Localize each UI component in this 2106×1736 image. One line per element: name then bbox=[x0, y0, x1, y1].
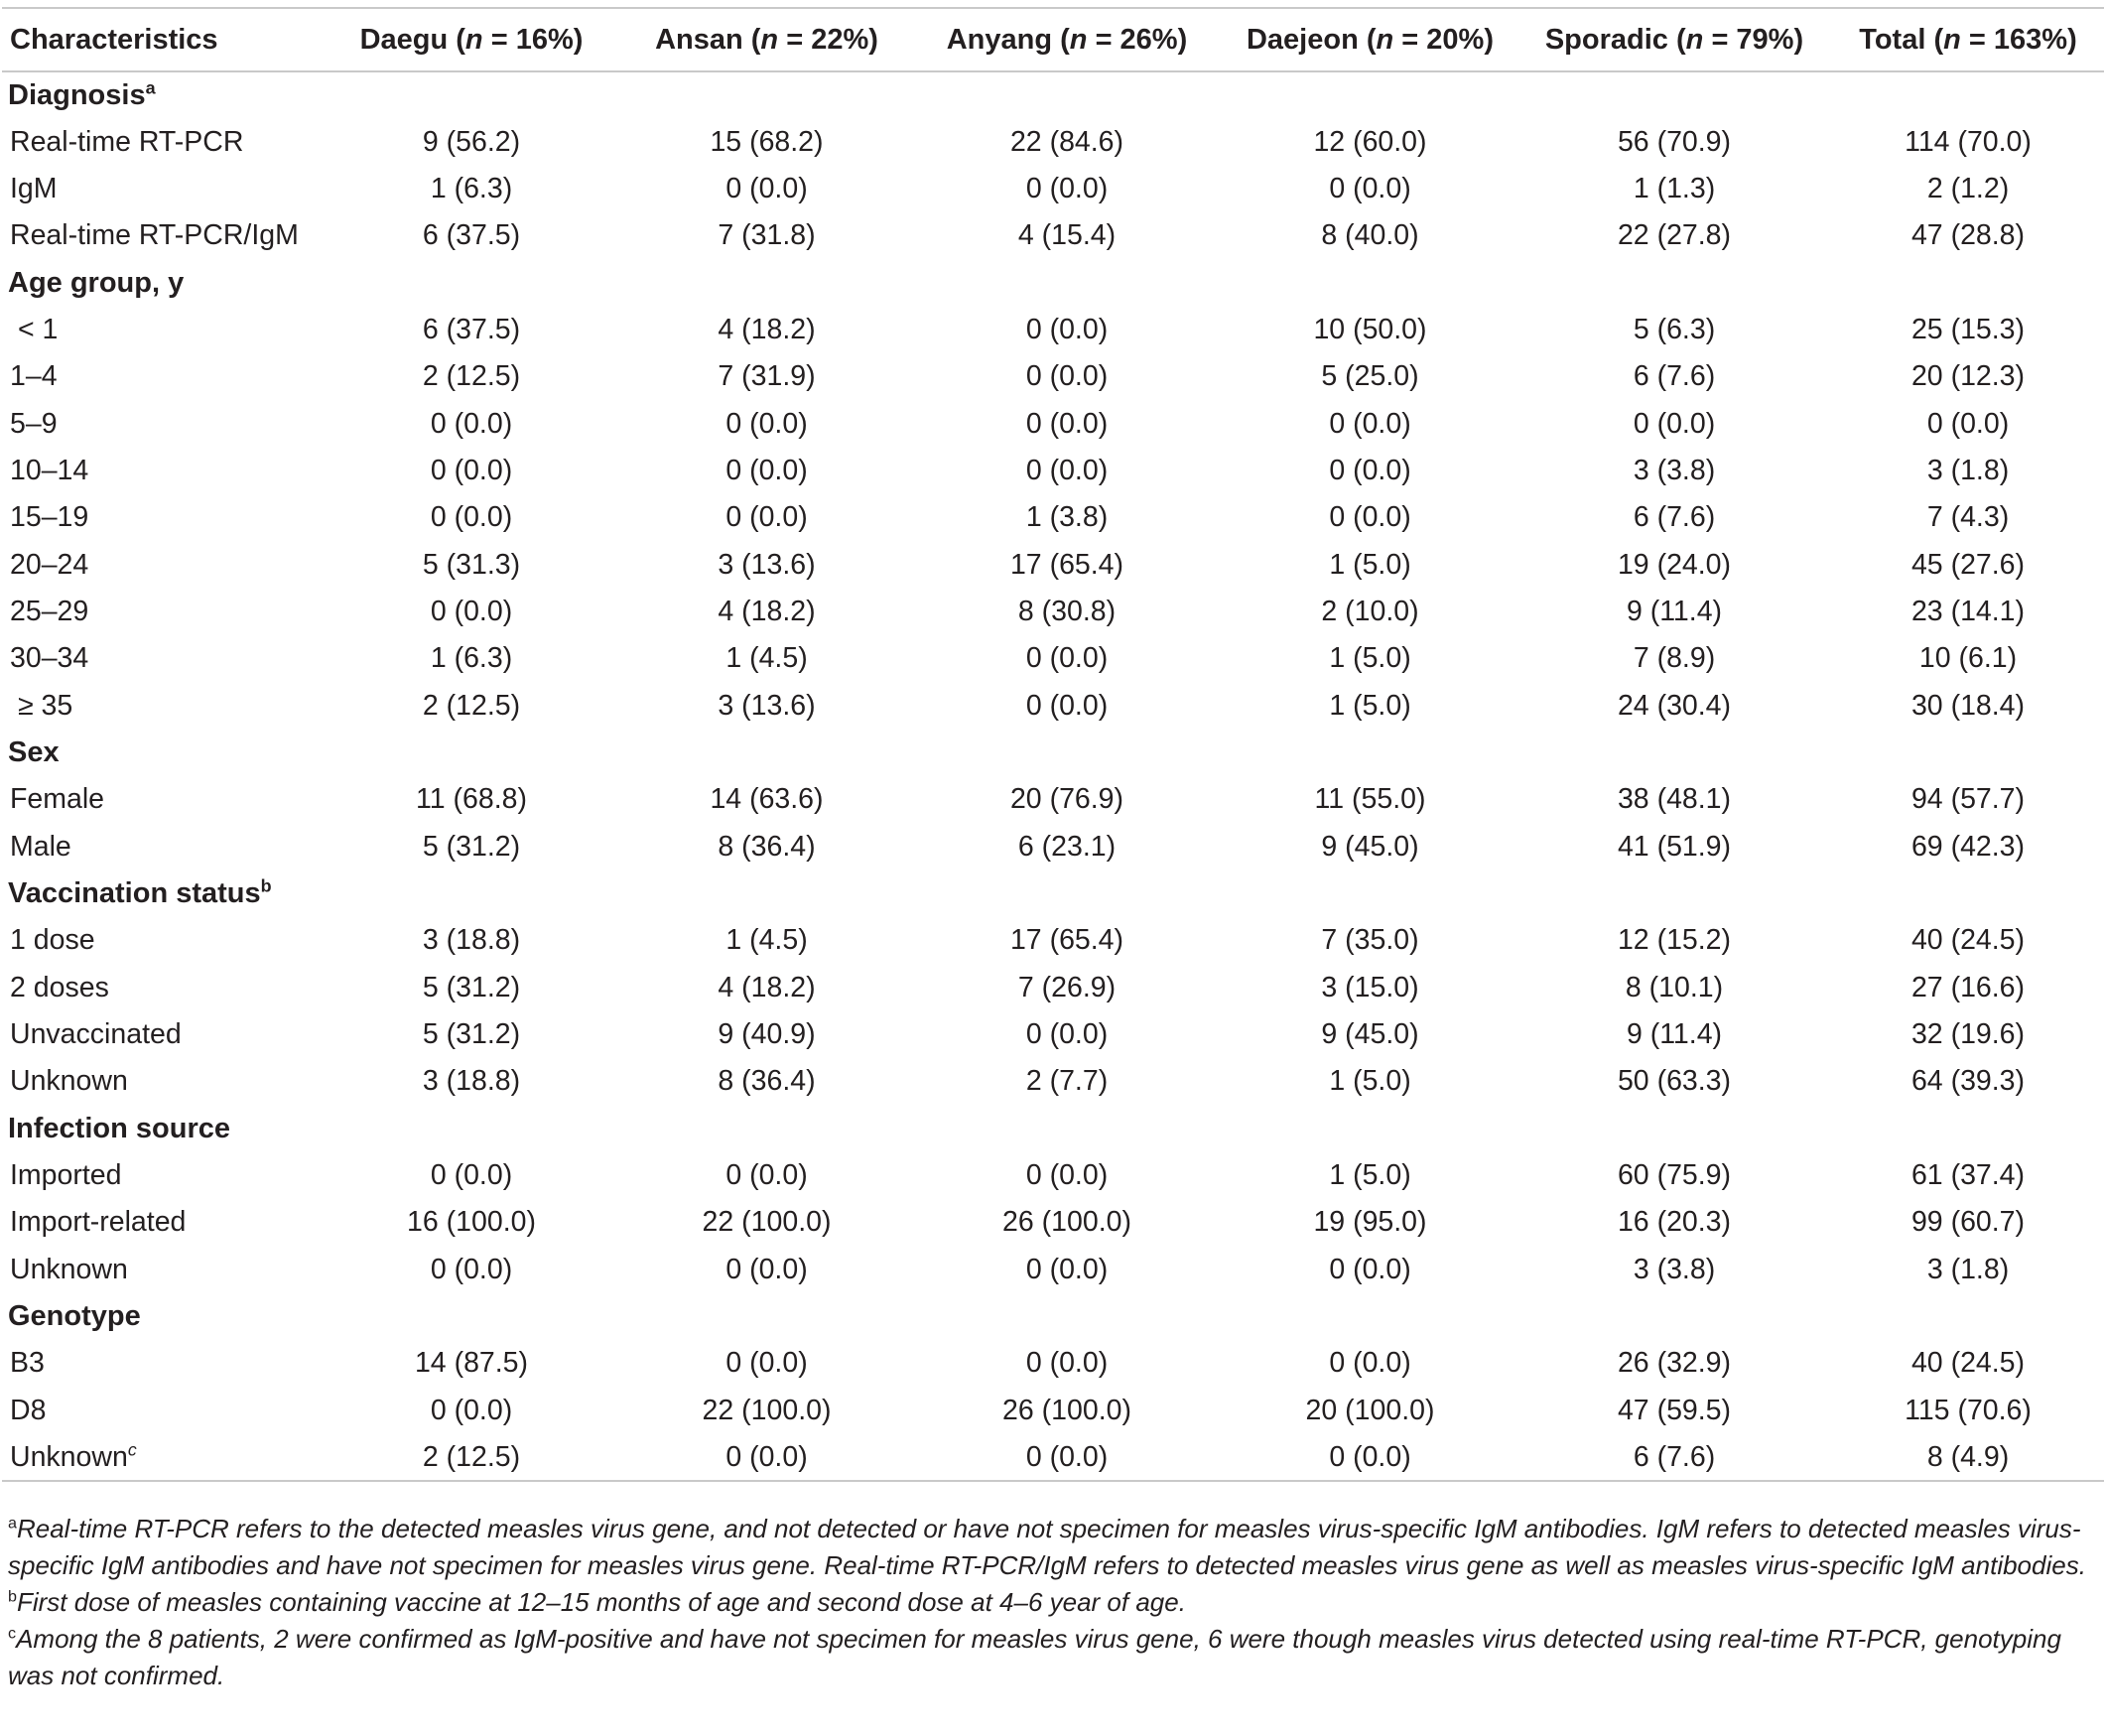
table-cell: 0 (0.0) bbox=[725, 454, 808, 486]
row-label bbox=[2, 917, 320, 964]
table-cell: 114 (70.0) bbox=[1905, 125, 2032, 158]
table-cell: 19 (95.0) bbox=[1313, 1206, 1427, 1239]
table-cell: 0 (0.0) bbox=[1025, 360, 1109, 393]
table-cell: 3 (18.8) bbox=[422, 924, 521, 957]
section-header-row bbox=[2, 259, 2104, 306]
table-row bbox=[2, 1434, 2104, 1481]
table-cell: 14 (63.6) bbox=[710, 783, 824, 816]
row-label-text: < 1 bbox=[18, 313, 59, 345]
table-cell: 0 (0.0) bbox=[1025, 313, 1109, 345]
table-cell: 9 (56.2) bbox=[422, 125, 521, 158]
table-cell: 1 (6.3) bbox=[430, 172, 513, 204]
header-sporadic: Sporadic (n = 79%) bbox=[1516, 8, 1832, 71]
table-cell: 5 (31.2) bbox=[422, 971, 521, 1003]
header-characteristics: Characteristics bbox=[2, 8, 320, 71]
section-title bbox=[2, 259, 2104, 306]
table-cell: 22 (84.6) bbox=[1009, 125, 1124, 158]
table-row bbox=[2, 307, 2104, 353]
table-row bbox=[2, 1388, 2104, 1434]
table-cell: 0 (0.0) bbox=[1633, 407, 1716, 440]
table-cell: 4 (18.2) bbox=[718, 971, 816, 1003]
row-label bbox=[2, 635, 320, 682]
table-cell: 60 (75.9) bbox=[1617, 1159, 1732, 1192]
table-cell: 23 (14.1) bbox=[1910, 595, 2026, 627]
table-body bbox=[2, 71, 2104, 1481]
table-cell: 7 (8.9) bbox=[1633, 642, 1716, 675]
row-label-text: Male bbox=[10, 830, 71, 863]
table-cell: 38 (48.1) bbox=[1617, 783, 1732, 816]
row-label-text: Unknown bbox=[10, 1065, 128, 1098]
table-cell: 1 (4.5) bbox=[725, 924, 808, 957]
section-header-row bbox=[2, 730, 2104, 776]
row-label bbox=[2, 448, 320, 494]
table-cell: 2 (7.7) bbox=[1025, 1065, 1109, 1098]
table-cell: 115 (70.6) bbox=[1905, 1394, 2032, 1426]
footnotes bbox=[8, 1511, 2098, 1694]
table-cell: 11 (55.0) bbox=[1314, 783, 1426, 816]
table-cell: 9 (11.4) bbox=[1626, 1018, 1723, 1051]
row-label bbox=[2, 824, 320, 870]
table-cell: 0 (0.0) bbox=[1025, 689, 1109, 722]
table-cell: 0 (0.0) bbox=[430, 1394, 513, 1426]
section-title-text: Diagnosis bbox=[8, 78, 146, 111]
header-name: Total bbox=[1859, 23, 1926, 56]
footnote-mark: b bbox=[260, 875, 272, 896]
section-title-text: Age group, y bbox=[8, 266, 185, 299]
table-cell: 0 (0.0) bbox=[430, 595, 513, 627]
table-cell: 8 (36.4) bbox=[718, 1065, 816, 1098]
table-cell: 0 (0.0) bbox=[1329, 454, 1411, 486]
table-cell: 0 (0.0) bbox=[725, 172, 808, 204]
table-cell: 0 (0.0) bbox=[1329, 172, 1411, 204]
header-name: Sporadic bbox=[1544, 23, 1668, 56]
row-label-text: B3 bbox=[10, 1347, 45, 1380]
table-cell: 64 (39.3) bbox=[1910, 1065, 2026, 1098]
table-cell: 22 (27.8) bbox=[1617, 219, 1732, 252]
table-row bbox=[2, 1011, 2104, 1058]
table-row bbox=[2, 212, 2104, 259]
table-cell: 14 (87.5) bbox=[414, 1347, 529, 1380]
table-cell: 0 (0.0) bbox=[910, 1434, 1224, 1481]
table-cell: 17 (65.4) bbox=[1009, 548, 1124, 581]
row-label bbox=[2, 400, 320, 447]
row-label bbox=[2, 212, 320, 259]
row-label bbox=[2, 1247, 320, 1293]
header-name: Ansan bbox=[655, 23, 743, 56]
header-n-label: n bbox=[1376, 23, 1394, 56]
table-cell: 2 (12.5) bbox=[422, 360, 521, 393]
row-label-text: 15–19 bbox=[10, 501, 89, 534]
header-n-label: n bbox=[1685, 23, 1704, 56]
table-cell: 0 (0.0) bbox=[1025, 642, 1109, 675]
footnote bbox=[8, 1584, 2098, 1621]
table-cell: 10 (50.0) bbox=[1313, 313, 1427, 345]
header-name: Daegu bbox=[359, 23, 449, 56]
table-cell: 9 (45.0) bbox=[1321, 830, 1419, 863]
table-cell: 3 (3.8) bbox=[1633, 454, 1716, 486]
header-n-value: = 20% bbox=[1401, 23, 1485, 56]
row-label bbox=[2, 589, 320, 635]
table-cell: 94 (57.7) bbox=[1910, 783, 2026, 816]
table-row bbox=[2, 917, 2104, 964]
table-cell: 0 (0.0) bbox=[1025, 1159, 1109, 1192]
section-title-text: Infection source bbox=[8, 1112, 230, 1144]
footnote-mark: b bbox=[8, 1587, 17, 1606]
table-cell: 22 (100.0) bbox=[702, 1394, 832, 1426]
table-cell: 0 (0.0) bbox=[1329, 501, 1411, 534]
row-label bbox=[2, 1434, 320, 1481]
table-cell: 45 (27.6) bbox=[1910, 548, 2026, 581]
row-label bbox=[2, 494, 320, 541]
table-row bbox=[2, 118, 2104, 165]
row-label-text: 2 doses bbox=[10, 971, 109, 1003]
table-cell: 7 (4.3) bbox=[1926, 501, 2010, 534]
table-cell: 3 (13.6) bbox=[718, 689, 816, 722]
header-n-label: n bbox=[760, 23, 779, 56]
table-cell: 8 (30.8) bbox=[1017, 595, 1117, 627]
table-cell: 56 (70.9) bbox=[1617, 125, 1732, 158]
row-label-text: IgM bbox=[10, 172, 58, 204]
row-label-text: Import-related bbox=[10, 1206, 187, 1239]
table-row bbox=[2, 448, 2104, 494]
header-row bbox=[2, 8, 2104, 71]
table-cell: 7 (31.9) bbox=[718, 360, 816, 393]
table-row bbox=[2, 353, 2104, 400]
table-cell: 40 (24.5) bbox=[1910, 1347, 2026, 1380]
table-row bbox=[2, 589, 2104, 635]
table-cell: 0 (0.0) bbox=[1025, 407, 1109, 440]
table-cell: 12 (15.2) bbox=[1617, 924, 1732, 957]
table-cell: 1 (5.0) bbox=[1329, 642, 1411, 675]
header-name: Anyang bbox=[946, 23, 1053, 56]
table-cell: 7 (31.8) bbox=[718, 219, 816, 252]
table-cell: 0 (0.0) bbox=[725, 407, 808, 440]
row-label-text: ≥ 35 bbox=[18, 689, 73, 722]
table-cell: 1 (4.5) bbox=[725, 642, 808, 675]
table-row bbox=[2, 166, 2104, 212]
table-cell: 5 (31.2) bbox=[422, 1018, 521, 1051]
footnote-text: Real-time RT-PCR refers to the detected measles virus gene, and not detected or have not specimen for measles virus-specific IgM antibodies. IgM refers to detected measles virus-specific IgM antibodies and have not specimen for measles virus gene. Real-time RT-PCR/IgM refers to detected measles virus gene as well as measles virus-specific IgM antibodies. bbox=[8, 1514, 2086, 1580]
row-label bbox=[2, 307, 320, 353]
row-label-text: Female bbox=[10, 783, 105, 816]
table-cell: 25 (15.3) bbox=[1910, 313, 2026, 345]
table-cell: 8 (36.4) bbox=[718, 830, 816, 863]
row-label bbox=[2, 1011, 320, 1058]
footnote-mark: a bbox=[8, 1514, 17, 1533]
table-cell: 0 (0.0) bbox=[1329, 1253, 1411, 1285]
table-cell: 9 (11.4) bbox=[1626, 595, 1723, 627]
table-cell: 0 (0.0) bbox=[1926, 407, 2010, 440]
table-cell: 1 (6.3) bbox=[430, 642, 513, 675]
characteristics-table bbox=[2, 7, 2104, 1482]
footnote-mark: a bbox=[145, 77, 156, 98]
table-cell: 27 (16.6) bbox=[1910, 971, 2026, 1003]
table-cell: 40 (24.5) bbox=[1910, 924, 2026, 957]
header-n-value: = 79% bbox=[1711, 23, 1794, 56]
row-label-text: Real-time RT-PCR/IgM bbox=[10, 219, 299, 252]
table-cell: 12 (60.0) bbox=[1313, 125, 1427, 158]
header-n-label: n bbox=[464, 23, 483, 56]
table-cell: 1 (5.0) bbox=[1329, 548, 1411, 581]
table-cell: 20 (12.3) bbox=[1910, 360, 2026, 393]
table-row bbox=[2, 682, 2104, 729]
table-cell: 41 (51.9) bbox=[1617, 830, 1732, 863]
row-label bbox=[2, 1152, 320, 1199]
table-cell: 0 (0.0) bbox=[725, 1347, 808, 1380]
table-cell: 0 (0.0) bbox=[725, 1253, 808, 1285]
table-cell: 8 (10.1) bbox=[1625, 971, 1724, 1003]
table-row bbox=[2, 541, 2104, 588]
row-label bbox=[2, 1388, 320, 1434]
header-n-label: n bbox=[1069, 23, 1088, 56]
table-cell: 6 (7.6) bbox=[1633, 360, 1716, 393]
table-cell: 16 (100.0) bbox=[407, 1206, 536, 1239]
table-cell: 2 (12.5) bbox=[320, 1434, 623, 1481]
table-cell: 26 (100.0) bbox=[1002, 1394, 1131, 1426]
table-cell: 2 (10.0) bbox=[1321, 595, 1419, 627]
row-label-text: Unknown bbox=[10, 1440, 128, 1473]
table-cell: 0 (0.0) bbox=[430, 1253, 513, 1285]
header-ansan: Ansan (n = 22%) bbox=[623, 8, 910, 71]
table-cell: 5 (31.3) bbox=[422, 548, 521, 581]
row-label bbox=[2, 682, 320, 729]
row-label-text: 20–24 bbox=[10, 548, 89, 581]
table-cell: 2 (1.2) bbox=[1926, 172, 2010, 204]
table-cell: 4 (15.4) bbox=[1017, 219, 1117, 252]
footnote bbox=[8, 1621, 2098, 1694]
table-row bbox=[2, 494, 2104, 541]
row-label bbox=[2, 353, 320, 400]
table-cell: 1 (3.8) bbox=[1025, 501, 1109, 534]
table-cell: 8 (4.9) bbox=[1832, 1434, 2104, 1481]
header-n-value: = 16% bbox=[490, 23, 574, 56]
table-cell: 0 (0.0) bbox=[1025, 1018, 1109, 1051]
header-n-value: = 163% bbox=[1968, 23, 2068, 56]
row-label-text: Unknown bbox=[10, 1253, 128, 1285]
table-cell: 1 (1.3) bbox=[1633, 172, 1716, 204]
row-label-text: 1 dose bbox=[10, 924, 95, 957]
table-cell: 4 (18.2) bbox=[718, 313, 816, 345]
table-cell: 6 (7.6) bbox=[1516, 1434, 1832, 1481]
table-cell: 2 (12.5) bbox=[422, 689, 521, 722]
table-cell: 1 (5.0) bbox=[1329, 689, 1411, 722]
table-cell: 15 (68.2) bbox=[710, 125, 824, 158]
footnote-text: Among the 8 patients, 2 were confirmed as IgM-positive and have not specimen for measles virus gene, 6 were though measles virus detected using real-time RT-PCR, genotyping was not confirmed. bbox=[8, 1624, 2061, 1690]
section-title bbox=[2, 730, 2104, 776]
row-label-text: Imported bbox=[10, 1159, 122, 1192]
footnote-text: First dose of measles containing vaccine at 12–15 months of age and second dose at 4–6 year of age. bbox=[16, 1587, 1186, 1617]
table-cell: 9 (40.9) bbox=[718, 1018, 816, 1051]
table-cell: 16 (20.3) bbox=[1617, 1206, 1732, 1239]
header-total: Total (n = 163%) bbox=[1832, 8, 2104, 71]
table-cell: 47 (59.5) bbox=[1617, 1394, 1732, 1426]
table-cell: 0 (0.0) bbox=[1025, 1347, 1109, 1380]
section-title bbox=[2, 1106, 2104, 1152]
header-daejeon: Daejeon (n = 20%) bbox=[1224, 8, 1516, 71]
table-cell: 0 (0.0) bbox=[430, 407, 513, 440]
table-cell: 5 (6.3) bbox=[1633, 313, 1716, 345]
table-cell: 26 (32.9) bbox=[1617, 1347, 1732, 1380]
header-n-label: n bbox=[1943, 23, 1961, 56]
table-cell: 50 (63.3) bbox=[1617, 1065, 1732, 1098]
table-cell: 0 (0.0) bbox=[725, 501, 808, 534]
table-cell: 6 (37.5) bbox=[422, 313, 521, 345]
header-name: Daejeon bbox=[1246, 23, 1359, 56]
section-title bbox=[2, 1293, 2104, 1340]
table-row bbox=[2, 635, 2104, 682]
row-label bbox=[2, 118, 320, 165]
section-header-row bbox=[2, 870, 2104, 917]
row-label-text: 10–14 bbox=[10, 454, 89, 486]
table-cell: 4 (18.2) bbox=[718, 595, 816, 627]
table-cell: 5 (25.0) bbox=[1321, 360, 1419, 393]
table-cell: 3 (1.8) bbox=[1926, 454, 2010, 486]
header-n-value: = 26% bbox=[1095, 23, 1178, 56]
table-cell: 0 (0.0) bbox=[1224, 1434, 1516, 1481]
table-cell: 0 (0.0) bbox=[623, 1434, 910, 1481]
section-title-text: Genotype bbox=[8, 1300, 141, 1333]
table-cell: 7 (35.0) bbox=[1321, 924, 1419, 957]
row-label bbox=[2, 1340, 320, 1387]
table-cell: 0 (0.0) bbox=[430, 454, 513, 486]
table-cell: 6 (37.5) bbox=[422, 219, 521, 252]
table-row bbox=[2, 400, 2104, 447]
row-label bbox=[2, 776, 320, 823]
table-cell: 47 (28.8) bbox=[1910, 219, 2026, 252]
table-cell: 3 (13.6) bbox=[718, 548, 816, 581]
section-title bbox=[2, 870, 2104, 917]
table-cell: 3 (1.8) bbox=[1926, 1253, 2010, 1285]
table-cell: 11 (68.8) bbox=[416, 783, 527, 816]
section-header-row bbox=[2, 1106, 2104, 1152]
table-cell: 0 (0.0) bbox=[1329, 1347, 1411, 1380]
section-title bbox=[2, 71, 2104, 118]
table-cell: 6 (23.1) bbox=[1017, 830, 1117, 863]
header-daegu: Daegu (n = 16%) bbox=[320, 8, 623, 71]
table-cell: 10 (6.1) bbox=[1918, 642, 2018, 675]
header-n-value: = 22% bbox=[786, 23, 869, 56]
row-label bbox=[2, 166, 320, 212]
row-label-text: D8 bbox=[10, 1394, 47, 1426]
table-cell: 19 (24.0) bbox=[1617, 548, 1732, 581]
table-row bbox=[2, 776, 2104, 823]
table-row bbox=[2, 1199, 2104, 1246]
footnote-mark: c bbox=[8, 1624, 17, 1643]
table-row bbox=[2, 1247, 2104, 1293]
table-cell: 32 (19.6) bbox=[1910, 1018, 2026, 1051]
table-cell: 3 (15.0) bbox=[1321, 971, 1419, 1003]
section-title-text: Sex bbox=[8, 735, 60, 768]
footnote bbox=[8, 1511, 2098, 1584]
row-label-text: Real-time RT-PCR bbox=[10, 125, 244, 158]
table-row bbox=[2, 824, 2104, 870]
row-label-text: 25–29 bbox=[10, 595, 89, 627]
table-cell: 22 (100.0) bbox=[702, 1206, 832, 1239]
row-label-text: 30–34 bbox=[10, 642, 89, 675]
row-label bbox=[2, 965, 320, 1011]
table-cell: 20 (100.0) bbox=[1305, 1394, 1435, 1426]
section-header-row bbox=[2, 1293, 2104, 1340]
table-cell: 3 (3.8) bbox=[1633, 1253, 1716, 1285]
table-cell: 1 (5.0) bbox=[1329, 1159, 1411, 1192]
table-cell: 9 (45.0) bbox=[1321, 1018, 1419, 1051]
footnote-mark: c bbox=[127, 1439, 137, 1460]
table-header bbox=[2, 8, 2104, 71]
table-cell: 3 (18.8) bbox=[422, 1065, 521, 1098]
table-row bbox=[2, 1340, 2104, 1387]
row-label-text: Unvaccinated bbox=[10, 1018, 182, 1051]
row-label-text: 5–9 bbox=[10, 407, 58, 440]
section-title-text: Vaccination status bbox=[8, 877, 261, 910]
table-cell: 7 (26.9) bbox=[1017, 971, 1117, 1003]
section-header-row bbox=[2, 71, 2104, 118]
table-cell: 30 (18.4) bbox=[1910, 689, 2026, 722]
table-cell: 20 (76.9) bbox=[1009, 783, 1124, 816]
table-cell: 17 (65.4) bbox=[1009, 924, 1124, 957]
table-cell: 99 (60.7) bbox=[1910, 1206, 2026, 1239]
table-cell: 69 (42.3) bbox=[1910, 830, 2026, 863]
table-row bbox=[2, 1058, 2104, 1105]
row-label bbox=[2, 1199, 320, 1246]
table-cell: 26 (100.0) bbox=[1002, 1206, 1131, 1239]
table-cell: 1 (5.0) bbox=[1329, 1065, 1411, 1098]
table-cell: 0 (0.0) bbox=[725, 1159, 808, 1192]
table-cell: 61 (37.4) bbox=[1910, 1159, 2026, 1192]
row-label-text: 1–4 bbox=[10, 360, 58, 393]
table-cell: 8 (40.0) bbox=[1321, 219, 1419, 252]
table-cell: 5 (31.2) bbox=[422, 830, 521, 863]
header-anyang: Anyang (n = 26%) bbox=[910, 8, 1224, 71]
table-cell: 0 (0.0) bbox=[430, 1159, 513, 1192]
table-cell: 0 (0.0) bbox=[1329, 407, 1411, 440]
table-cell: 0 (0.0) bbox=[430, 501, 513, 534]
table-cell: 24 (30.4) bbox=[1617, 689, 1732, 722]
row-label bbox=[2, 1058, 320, 1105]
table-cell: 0 (0.0) bbox=[1025, 172, 1109, 204]
table-row bbox=[2, 1152, 2104, 1199]
row-label bbox=[2, 541, 320, 588]
table-cell: 0 (0.0) bbox=[1025, 454, 1109, 486]
table-row bbox=[2, 965, 2104, 1011]
table-cell: 0 (0.0) bbox=[1025, 1253, 1109, 1285]
table-cell: 6 (7.6) bbox=[1633, 501, 1716, 534]
